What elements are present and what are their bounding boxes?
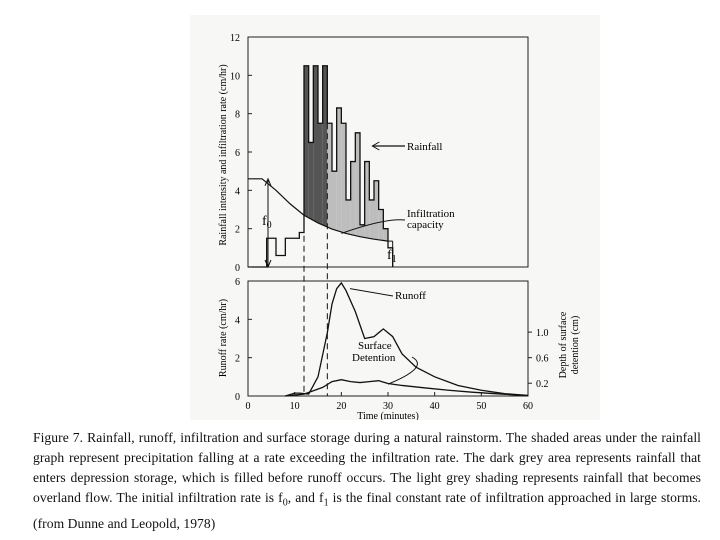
detention-tick-label: 0.2 <box>536 379 549 391</box>
caption-text-1: Figure 7. Rainfall, runoff, infiltration and surface storage during a natural rainstorm. The shaded areas under the rainfall graph represent precipitation falling at a rate exceeding the infiltration rate. The dark grey area represents rainfall that enters depression storage, which is filled before runoff occurs. The light grey shading represents rainfall that becomes overland flow. The initial infiltration rate is f <box>33 430 701 505</box>
detention-axis-label-line2: detention (cm) <box>570 315 581 375</box>
caption-sub-1: 1 <box>323 497 329 509</box>
rainfall-y-tick-label: 10 <box>230 71 240 83</box>
rainfall-y-tick-label: 4 <box>235 186 240 198</box>
runoff-y-tick-label: 6 <box>235 277 240 288</box>
overland-flow-shading <box>341 123 346 233</box>
detention-tick-label: 1.0 <box>536 328 549 340</box>
time-x-tick-label: 30 <box>383 401 393 412</box>
rainfall-y-tick-label: 8 <box>235 109 240 121</box>
depression-storage-shading <box>309 142 314 220</box>
overland-flow-shading <box>327 123 332 229</box>
surface-detention-label-line1: Surface <box>358 340 392 352</box>
figure-caption <box>33 428 701 534</box>
f0-label: $f_0$ <box>262 214 272 231</box>
depression-storage-shading <box>323 66 328 227</box>
overland-flow-shading <box>383 229 388 241</box>
overland-flow-shading <box>374 181 379 240</box>
rainfall-y-tick-label: 12 <box>230 33 240 44</box>
time-x-tick-label: 0 <box>245 401 251 412</box>
runoff-y-axis-label: Runoff rate (cm/hr) <box>218 298 229 378</box>
rainfall-y-tick-label: 2 <box>235 224 240 236</box>
overland-flow-shading <box>365 162 370 239</box>
detention-axis-label-line1: Depth of surface <box>558 311 569 379</box>
surface-detention-label-line2: Detention <box>352 352 396 364</box>
time-x-tick-label: 10 <box>289 401 300 412</box>
overland-flow-shading <box>332 171 337 230</box>
overland-flow-shading <box>369 200 374 239</box>
time-axis-label: Time (minutes) <box>357 411 419 420</box>
overland-flow-shading <box>351 162 356 236</box>
depression-storage-shading <box>313 66 318 223</box>
overland-flow-shading <box>355 133 360 237</box>
f1-label: $f_1$ <box>387 248 397 265</box>
rainfall-y-axis-label: Rainfall intensity and infiltration rate (cm/hr) <box>218 64 229 246</box>
detention-tick-label: 0.6 <box>536 353 549 365</box>
infiltration-label-line1: Infiltration <box>407 208 455 220</box>
time-x-tick-label: 60 <box>523 401 533 412</box>
rainfall-y-tick-label: 0 <box>235 263 240 274</box>
time-x-tick-label: 50 <box>476 401 487 412</box>
infiltration-label-line2: capacity <box>407 219 444 231</box>
overland-flow-shading <box>346 200 351 235</box>
depression-storage-shading <box>304 66 309 218</box>
caption-text-2: , and f <box>287 490 324 505</box>
figure-image <box>190 15 600 420</box>
time-x-tick-label: 20 <box>336 401 347 412</box>
caption-text-3: is the final constant rate of infiltration approached in large storms. (from Dunne and Leopold, 1978) <box>33 490 701 531</box>
time-x-tick-label: 40 <box>429 401 440 412</box>
overland-flow-shading <box>337 108 342 232</box>
rainfall-label: Rainfall <box>407 141 443 153</box>
depression-storage-shading <box>318 123 323 225</box>
runoff-y-tick-label: 2 <box>235 353 240 365</box>
runoff-label: Runoff <box>395 290 426 302</box>
caption-sub-0: 0 <box>282 497 288 509</box>
runoff-y-tick-label: 4 <box>235 315 240 327</box>
rainfall-y-tick-label: 6 <box>235 148 240 159</box>
runoff-y-tick-label: 0 <box>235 392 240 403</box>
overland-flow-shading <box>379 210 384 241</box>
